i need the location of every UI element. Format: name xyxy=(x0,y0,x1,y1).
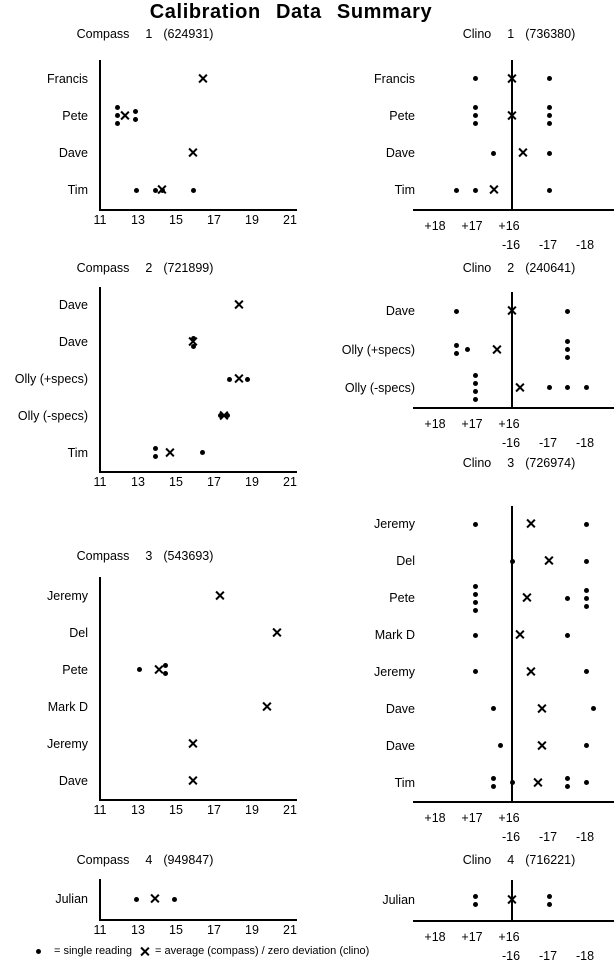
row-label: Dave xyxy=(58,146,88,161)
clino-neg-tick-label: -17 xyxy=(538,830,558,844)
x-tick-label: 21 xyxy=(283,213,297,227)
plot-title-instrument: Clino xyxy=(462,261,492,275)
x-tick-label: 11 xyxy=(93,923,107,937)
plot-title-serial: (624931) xyxy=(163,27,214,41)
reading-dot xyxy=(115,121,120,126)
x-tick-label: 13 xyxy=(131,803,145,817)
plot-title xyxy=(463,456,576,470)
reading-dot xyxy=(473,188,478,193)
plot-title xyxy=(77,261,214,275)
x-tick-label: 15 xyxy=(169,923,183,937)
page-title: Calibration Data Summary xyxy=(149,1,433,23)
clino-neg-tick-label: -17 xyxy=(538,238,558,252)
reading-dot xyxy=(584,669,589,674)
x-tick-label: 21 xyxy=(283,923,297,937)
reading-dot xyxy=(473,669,478,674)
reading-dot xyxy=(473,902,478,907)
reading-dot xyxy=(454,351,459,356)
row-label: Pete xyxy=(62,108,88,123)
plot-title-instrument: Clino xyxy=(462,853,492,867)
average-marker xyxy=(120,110,130,120)
reading-dot xyxy=(510,780,515,785)
y-axis-line xyxy=(99,287,101,473)
reading-dot xyxy=(547,151,552,156)
x-tick-label: 15 xyxy=(169,213,183,227)
reading-dot xyxy=(565,776,570,781)
reading-dot xyxy=(473,121,478,126)
row-label: Tim xyxy=(67,183,88,198)
plot-title-number: 2 xyxy=(507,261,515,275)
average-marker xyxy=(234,300,244,310)
reading-dot xyxy=(565,347,570,352)
reading-dot xyxy=(473,113,478,118)
zero-deviation-marker xyxy=(514,630,524,640)
plot-title xyxy=(77,27,214,41)
x-tick-label: 17 xyxy=(207,803,221,817)
reading-dot xyxy=(584,596,589,601)
row-label: Tim xyxy=(394,775,415,790)
row-label: Pete xyxy=(389,108,415,123)
average-marker xyxy=(188,337,198,347)
x-tick-label: 17 xyxy=(207,213,221,227)
clino-pos-tick-label: +17 xyxy=(461,811,483,825)
reading-dot xyxy=(473,105,478,110)
clino-neg-tick-label: -16 xyxy=(501,436,521,450)
plot-title-serial: (721899) xyxy=(163,261,214,275)
zero-deviation-marker xyxy=(514,382,524,392)
plot-title-instrument: Clino xyxy=(462,456,492,470)
clino-pos-tick-label: +16 xyxy=(498,930,520,944)
plot-title-number: 1 xyxy=(507,27,515,41)
zero-deviation-marker xyxy=(526,666,536,676)
row-label: Julian xyxy=(382,893,415,907)
reading-dot xyxy=(473,633,478,638)
zero-deviation-marker xyxy=(537,703,547,713)
row-label: Dave xyxy=(385,304,415,319)
y-axis-line xyxy=(99,577,101,801)
reading-dot xyxy=(565,309,570,314)
reading-dot xyxy=(454,343,459,348)
x-tick-label: 11 xyxy=(93,803,107,817)
reading-dot xyxy=(547,385,552,390)
row-label: Dave xyxy=(58,773,88,788)
reading-dot xyxy=(473,584,478,589)
x-axis-line xyxy=(99,919,297,921)
reading-dot xyxy=(134,897,139,902)
clino-pos-tick-label: +18 xyxy=(424,811,446,825)
plot-title-instrument: Compass xyxy=(76,549,130,563)
x-tick-label: 13 xyxy=(131,213,145,227)
plot-title xyxy=(463,853,576,867)
x-tick-label: 21 xyxy=(283,475,297,489)
reading-dot xyxy=(454,188,459,193)
reading-dot xyxy=(172,897,177,902)
average-marker xyxy=(150,894,160,904)
x-tick-label: 19 xyxy=(245,923,259,937)
zero-deviation-marker xyxy=(507,306,517,316)
plot-title-number: 3 xyxy=(507,456,515,470)
clino-neg-tick-label: -16 xyxy=(501,238,521,252)
row-label: Mark D xyxy=(47,699,88,714)
reading-dot xyxy=(153,446,158,451)
row-label: Dave xyxy=(58,298,88,313)
reading-dot xyxy=(584,522,589,527)
row-label: Tim xyxy=(67,445,88,460)
average-marker xyxy=(154,664,164,674)
x-axis-line xyxy=(99,471,297,473)
reading-dot xyxy=(491,784,496,789)
plot-title-number: 1 xyxy=(145,27,153,41)
clino-pos-tick-label: +17 xyxy=(461,219,483,233)
clino-neg-tick-label: -18 xyxy=(575,238,595,252)
row-label: Olly (+specs) xyxy=(14,372,88,386)
clino-neg-tick-label: -17 xyxy=(538,436,558,450)
reading-dot xyxy=(591,706,596,711)
reading-dot xyxy=(565,596,570,601)
reading-dot xyxy=(473,397,478,402)
plot-title-instrument: Compass xyxy=(76,261,130,275)
clino-neg-tick-label: -16 xyxy=(501,830,521,844)
x-tick-label: 19 xyxy=(245,475,259,489)
plot-title-instrument: Clino xyxy=(462,27,492,41)
reading-dot xyxy=(245,377,250,382)
reading-dot xyxy=(584,604,589,609)
plot-title-number: 4 xyxy=(145,853,153,867)
row-label: Jeremy xyxy=(47,736,88,751)
reading-dot xyxy=(547,188,552,193)
reading-dot xyxy=(584,385,589,390)
clino-pos-tick-label: +16 xyxy=(498,219,520,233)
clino-pos-tick-label: +16 xyxy=(498,417,520,431)
clino-neg-tick-label: -18 xyxy=(575,830,595,844)
average-marker xyxy=(234,374,244,384)
plot-title-number: 4 xyxy=(507,853,515,867)
reading-dot xyxy=(153,454,158,459)
average-marker xyxy=(188,775,198,785)
zero-deviation-marker xyxy=(489,185,499,195)
x-tick-label: 15 xyxy=(169,475,183,489)
reading-dot xyxy=(473,389,478,394)
row-label: Pete xyxy=(389,591,415,606)
y-axis-line xyxy=(99,60,101,211)
average-marker xyxy=(157,185,167,195)
reading-dot xyxy=(584,559,589,564)
row-label: Olly (-specs) xyxy=(17,408,88,423)
clino-neg-tick-label: -16 xyxy=(501,949,521,963)
plot-title xyxy=(77,853,214,867)
reading-dot xyxy=(498,743,503,748)
reading-dot xyxy=(473,381,478,386)
plot-title-number: 2 xyxy=(145,261,153,275)
reading-dot xyxy=(473,600,478,605)
row-label: Dave xyxy=(58,335,88,350)
clino-pos-tick-label: +18 xyxy=(424,219,446,233)
clino-pos-tick-label: +16 xyxy=(498,811,520,825)
x-axis-line xyxy=(413,920,614,922)
row-label: Del xyxy=(396,554,415,569)
x-axis-line xyxy=(99,799,297,801)
reading-dot xyxy=(473,592,478,597)
legend xyxy=(36,944,369,958)
x-axis-line xyxy=(413,801,614,803)
x-axis-line xyxy=(413,209,614,211)
reading-dot xyxy=(565,355,570,360)
y-axis-line xyxy=(99,879,101,921)
x-tick-label: 15 xyxy=(169,803,183,817)
reading-dot xyxy=(547,121,552,126)
legend-single-reading-label: = single reading xyxy=(54,945,132,957)
reading-dot xyxy=(491,151,496,156)
reading-dot xyxy=(547,105,552,110)
row-label: Mark D xyxy=(374,628,415,643)
plot-title-serial: (949847) xyxy=(163,853,214,867)
reading-dot xyxy=(584,743,589,748)
x-tick-label: 11 xyxy=(93,475,107,489)
x-tick-label: 17 xyxy=(207,923,221,937)
x-tick-label: 11 xyxy=(93,213,107,227)
clino-pos-tick-label: +18 xyxy=(424,417,446,431)
clino-pos-tick-label: +18 xyxy=(424,930,446,944)
average-marker xyxy=(219,410,229,420)
reading-dot xyxy=(491,706,496,711)
row-label: Francis xyxy=(47,71,88,86)
reading-dot xyxy=(547,76,552,81)
row-label: Pete xyxy=(62,662,88,677)
reading-dot xyxy=(510,559,515,564)
reading-dot xyxy=(133,109,138,114)
reading-dot xyxy=(200,450,205,455)
x-tick-label: 17 xyxy=(207,475,221,489)
x-tick-label: 19 xyxy=(245,803,259,817)
plot-title-serial: (543693) xyxy=(163,549,214,563)
reading-dot xyxy=(565,784,570,789)
reading-dot xyxy=(191,188,196,193)
reading-dot xyxy=(547,902,552,907)
x-axis-line xyxy=(413,407,614,409)
reading-dot xyxy=(584,780,589,785)
zero-deviation-marker xyxy=(507,110,517,120)
plot-title-number: 3 xyxy=(145,549,153,563)
reading-dot xyxy=(584,588,589,593)
reading-dot xyxy=(133,117,138,122)
row-label: Dave xyxy=(385,146,415,161)
clino-neg-tick-label: -18 xyxy=(575,436,595,450)
reading-dot xyxy=(565,339,570,344)
reading-dot xyxy=(547,894,552,899)
zero-deviation-marker xyxy=(544,556,554,566)
plot-title-serial: (726974) xyxy=(525,456,576,470)
zero-deviation-marker xyxy=(533,777,543,787)
reading-dot xyxy=(565,385,570,390)
reading-dot xyxy=(473,522,478,527)
reading-dot xyxy=(473,373,478,378)
clino-neg-tick-label: -18 xyxy=(575,949,595,963)
plot-title-serial: (736380) xyxy=(525,27,576,41)
row-label: Del xyxy=(69,625,88,640)
single-reading-dot-icon xyxy=(36,949,41,954)
clino-neg-tick-label: -17 xyxy=(538,949,558,963)
zero-deviation-marker xyxy=(522,593,532,603)
clino-pos-tick-label: +17 xyxy=(461,417,483,431)
average-marker xyxy=(188,738,198,748)
average-marker xyxy=(215,590,225,600)
reading-dot xyxy=(227,377,232,382)
average-cross-icon xyxy=(140,946,150,956)
plot-title xyxy=(463,27,576,41)
reading-dot xyxy=(547,113,552,118)
row-label: Dave xyxy=(385,701,415,716)
x-tick-label: 13 xyxy=(131,923,145,937)
plot-title xyxy=(77,549,214,563)
row-label: Jeremy xyxy=(47,588,88,603)
reading-dot xyxy=(465,347,470,352)
plot-title-instrument: Compass xyxy=(76,27,130,41)
reading-dot xyxy=(491,776,496,781)
row-label: Jeremy xyxy=(374,517,415,532)
zero-deviation-line xyxy=(511,506,513,803)
reading-dot xyxy=(565,633,570,638)
plot-title-serial: (716221) xyxy=(525,853,576,867)
average-marker xyxy=(198,73,208,83)
row-label: Julian xyxy=(55,892,88,906)
reading-dot xyxy=(134,188,139,193)
reading-dot xyxy=(473,894,478,899)
x-tick-label: 19 xyxy=(245,213,259,227)
x-axis-line xyxy=(99,209,297,211)
row-label: Jeremy xyxy=(374,664,415,679)
zero-deviation-marker xyxy=(507,73,517,83)
plot-title-instrument: Compass xyxy=(76,853,130,867)
legend-average-label: = average (compass) / zero deviation (clino) xyxy=(154,945,370,957)
zero-deviation-marker xyxy=(537,740,547,750)
plot-title xyxy=(463,261,576,275)
x-tick-label: 13 xyxy=(131,475,145,489)
average-marker xyxy=(165,447,175,457)
reading-dot xyxy=(454,309,459,314)
row-label: Tim xyxy=(394,183,415,198)
clino-pos-tick-label: +17 xyxy=(461,930,483,944)
reading-dot xyxy=(473,76,478,81)
zero-deviation-marker xyxy=(518,148,528,158)
average-marker xyxy=(188,148,198,158)
reading-dot xyxy=(137,667,142,672)
row-label: Francis xyxy=(374,71,415,86)
reading-dot xyxy=(473,608,478,613)
row-label: Olly (-specs) xyxy=(344,380,415,395)
plot-title-serial: (240641) xyxy=(525,261,576,275)
row-label: Dave xyxy=(385,738,415,753)
zero-deviation-marker xyxy=(492,344,502,354)
zero-deviation-marker xyxy=(507,895,517,905)
row-label: Olly (+specs) xyxy=(341,342,415,357)
x-tick-label: 21 xyxy=(283,803,297,817)
zero-deviation-marker xyxy=(526,519,536,529)
